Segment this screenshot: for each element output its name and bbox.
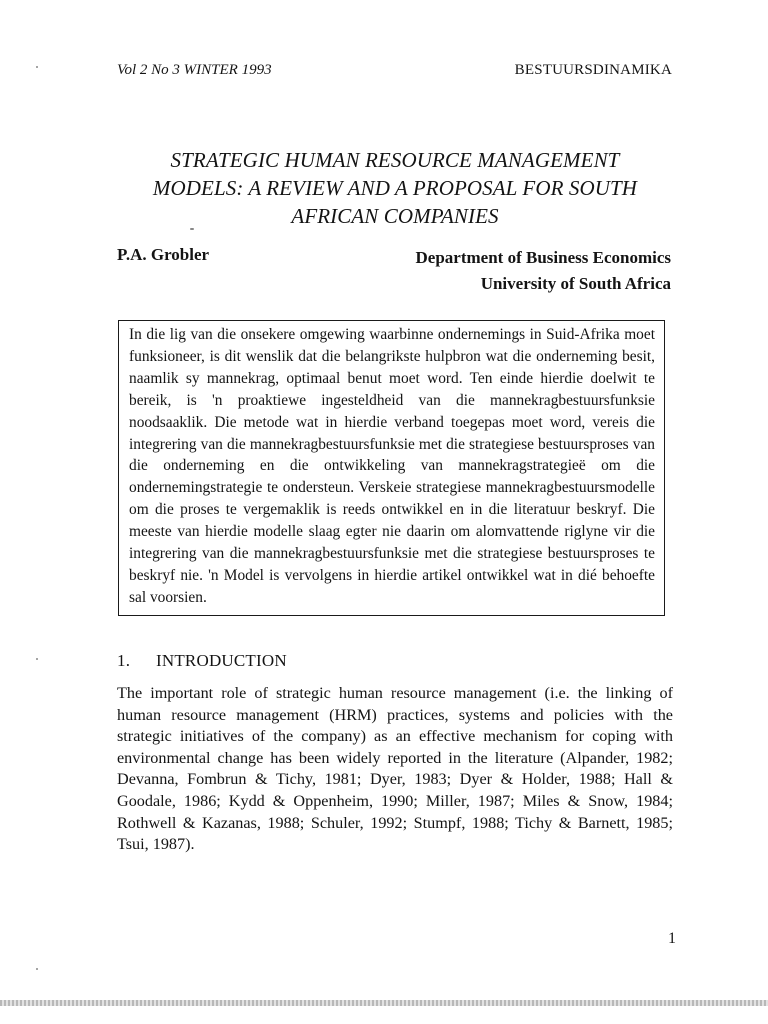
affiliation-university: University of South Africa <box>480 274 671 293</box>
article-title <box>100 146 690 230</box>
title-line-2: MODELS: A REVIEW AND A PROPOSAL FOR SOUTH <box>152 176 638 200</box>
abstract-box: In die lig van die onsekere omgewing waarbinne ondernemings in Suid-Afrika moet funksioneer, is dit wenslik dat die belangrikste hulpbron wat die onderneming besit, naamlik sy mannekrag, optimaal benut moet word. Ten einde hierdie doelwit te bereik, is 'n proaktiewe ingesteldheid van die mannekragbestuursfunksie noodsaaklik. Die metode wat in hierdie verband toegepas moet word, vereis die integrering van die mannekragbestuursfunksie met die strategiese bestuursproses van die onderneming en die ontwikkeling van mannekragstrategieë om die ondernemingstrategie te ondersteun. Verskeie strategiese mannekragbestuursmodelle om die proses te vergemaklik is reeds ontwikkel en in die literatuur beskryf. Die meeste van hierdie modelle slaag egter nie daarin om alomvattende riglyne vir die integrering van die mannekragbestuursfunksie met die strategiese bestuursproses te beskryf nie. 'n Model is vervolgens in hierdie artikel ontwikkel wat in dié behoefte sal voorsien. <box>118 320 665 616</box>
scan-speck <box>36 66 38 68</box>
running-head <box>117 62 672 84</box>
title-line-3: AFRICAN COMPANIES <box>291 204 499 228</box>
journal-name: BESTUURSDINAMIKA <box>514 62 672 78</box>
author-affiliation <box>416 245 671 297</box>
scan-speck <box>36 968 38 970</box>
affiliation-department: Department of Business Economics <box>415 248 671 267</box>
section-number: 1. <box>117 651 131 670</box>
scan-speck <box>36 658 38 660</box>
section-title: INTRODUCTION <box>156 651 287 670</box>
journal-volume-info: Vol 2 No 3 WINTER 1993 <box>117 62 272 78</box>
section-heading <box>117 651 287 671</box>
page-number: 1 <box>668 930 676 947</box>
scan-edge-artifact <box>0 1000 768 1006</box>
scan-speck <box>190 228 194 230</box>
introduction-paragraph: The important role of strategic human resource management (i.e. the linking of human resource management (HRM) practices, systems and policies with the strategic initiatives of the company) as an effective mechanism for coping with environmental change has been widely reported in the literature (Alpander, 1982; Devanna, Fombrun & Tichy, 1981; Dyer, 1983; Dyer & Holder, 1988; Hall & Goodale, 1986; Kydd & Oppenheim, 1990; Miller, 1987; Miles & Snow, 1984; Rothwell & Kazanas, 1988; Schuler, 1992; Stumpf, 1988; Tichy & Barnett, 1985; Tsui, 1987). <box>117 684 673 854</box>
author-name: P.A. Grobler <box>117 245 210 264</box>
title-line-1: STRATEGIC HUMAN RESOURCE MANAGEMENT <box>170 148 620 172</box>
